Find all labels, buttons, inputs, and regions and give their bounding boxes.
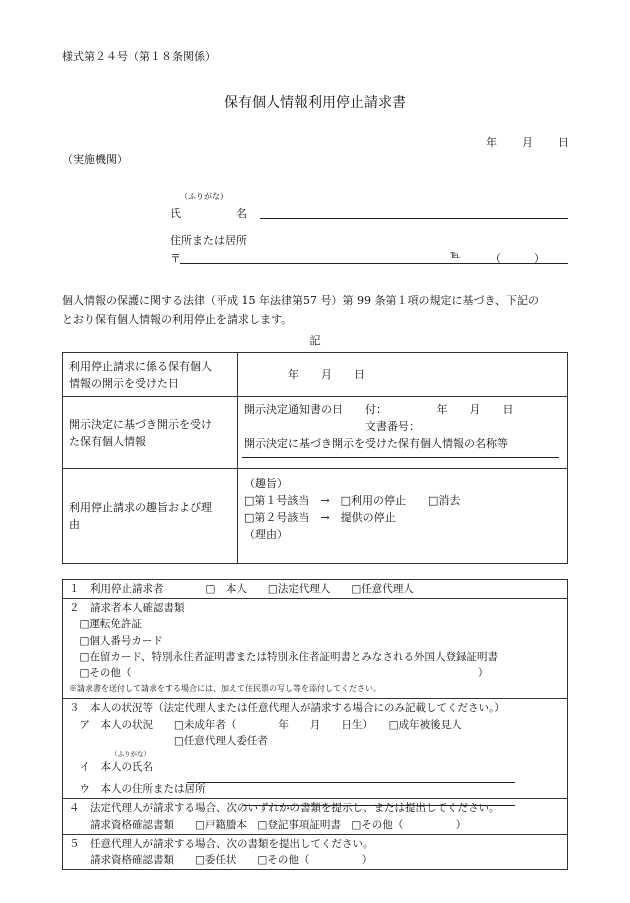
date-month: 月 [522, 136, 533, 149]
name-label: 氏 名 [170, 207, 247, 220]
label-line: 由 [69, 518, 80, 531]
drivers-license-checkbox[interactable]: □運転免許証 [69, 618, 142, 631]
reason-heading: （理由） [244, 528, 288, 541]
intro-line-1: 個人情報の保護に関する法律（平成 15 年法律第57 号）第 99 条第１項の規定に基づき、下記の [62, 294, 540, 307]
disclosure-date-value[interactable]: 年 月 日 [288, 368, 365, 381]
disclosure-date-row [63, 353, 567, 397]
tel-parens: （ ） [490, 252, 545, 265]
info-name-field[interactable] [242, 457, 559, 458]
disclosed-info-value[interactable] [238, 397, 567, 468]
requester-checkbox-line[interactable]: １ 利用停止請求者 □ 本人 □法定代理人 □任意代理人 [69, 583, 414, 595]
disclosed-info-label [63, 397, 238, 468]
date-day: 日 [558, 136, 569, 149]
document-number-line: 文書番号： [244, 420, 420, 433]
agency-label: （実施機関） [62, 153, 128, 166]
section-requester [63, 580, 567, 599]
name-furigana: （ふりがな） [180, 192, 228, 201]
label-line: 情報の開示を受けた日 [69, 376, 179, 390]
label-line: 開示決定に基づき開示を受け [69, 417, 212, 431]
label-line: 利用停止請求に係る保有個人 [69, 359, 212, 373]
purpose-reason-value[interactable] [238, 469, 567, 563]
purpose-heading: （趣旨） [244, 477, 288, 490]
ki-label: 記 [309, 334, 321, 347]
mail-note: ※請求書を送付して請求をする場合には、加えて住民票の写し等を添付してください。 [69, 684, 381, 694]
item2-checkbox-line[interactable]: □第２号該当 → 提供の停止 [244, 511, 396, 524]
section-principal-status [63, 699, 567, 799]
label-line: 利用停止請求の趣旨および理 [69, 501, 212, 514]
principal-name-furigana: （ふりがな） [111, 750, 150, 759]
residence-card-checkbox[interactable]: □在留カード、特別永住者証明書または特別永住者証明書とみなされる外国人登録証明書 [69, 650, 498, 663]
section-heading: ３ 本人の状況等（法定代理人または任意代理人が請求する場合にのみ記載してください。） [69, 702, 505, 715]
tel-icon: ℡ [450, 250, 461, 261]
purpose-reason-label [63, 469, 238, 563]
my-number-card-checkbox[interactable]: □個人番号カード [69, 634, 163, 647]
section-voluntary-agent [63, 835, 567, 869]
other-document-checkbox[interactable]: □その他（ ） [69, 667, 489, 680]
disclosed-info-row [63, 397, 567, 469]
postal-mark: 〒 [170, 252, 181, 265]
principal-address-field[interactable] [243, 805, 515, 806]
voluntary-agent-documents-line[interactable]: 請求資格確認書類 □委任状 □その他（ ） [69, 854, 373, 867]
address-label: 住所または居所 [170, 234, 247, 247]
principal-name-label: イ 本人の氏名 [69, 761, 153, 774]
section-heading: ２ 請求者本人確認書類 [69, 602, 185, 615]
section-id-documents [63, 599, 567, 699]
page-title: 保有個人情報利用停止請求書 [224, 95, 406, 111]
principal-address-label: ウ 本人の住所または居所 [69, 783, 206, 796]
requester-info-table [62, 579, 568, 870]
item1-checkbox-line[interactable]: □第１号該当 → □利用の停止 □消去 [244, 494, 461, 507]
principal-status-line[interactable]: ア 本人の状況 □未成年者（ 年 月 日生） □成年被後見人 [69, 718, 462, 731]
request-details-table [62, 352, 568, 564]
notice-date-line: 開示決定通知書の日 付： 年 月 日 [244, 403, 514, 416]
principal-delegator-checkbox[interactable]: □任意代理人委任者 [69, 734, 268, 747]
info-name-line: 開示決定に基づき開示を受けた保有個人情報の名称等 [244, 437, 508, 450]
section-heading: ４ 法定代理人が請求する場合、次のいずれかの書類を提示し、または提出してください。 [69, 802, 500, 815]
principal-name-field[interactable] [187, 782, 515, 783]
label-line: た保有個人情報 [69, 434, 146, 448]
legal-agent-documents-line[interactable]: 請求資格確認書類 □戸籍謄本 □登記事項証明書 □その他（ ） [69, 818, 467, 831]
date-year: 年 [486, 136, 497, 149]
intro-line-2: とおり保有個人情報の利用停止を請求します。 [62, 313, 293, 326]
section-heading: ５ 任意代理人が請求する場合、次の書類を提出してください。 [69, 837, 374, 850]
name-field[interactable] [260, 218, 568, 219]
purpose-reason-row [63, 469, 567, 563]
disclosure-date-label [63, 353, 238, 396]
form-number: 様式第２４号（第１８条関係） [62, 50, 216, 63]
